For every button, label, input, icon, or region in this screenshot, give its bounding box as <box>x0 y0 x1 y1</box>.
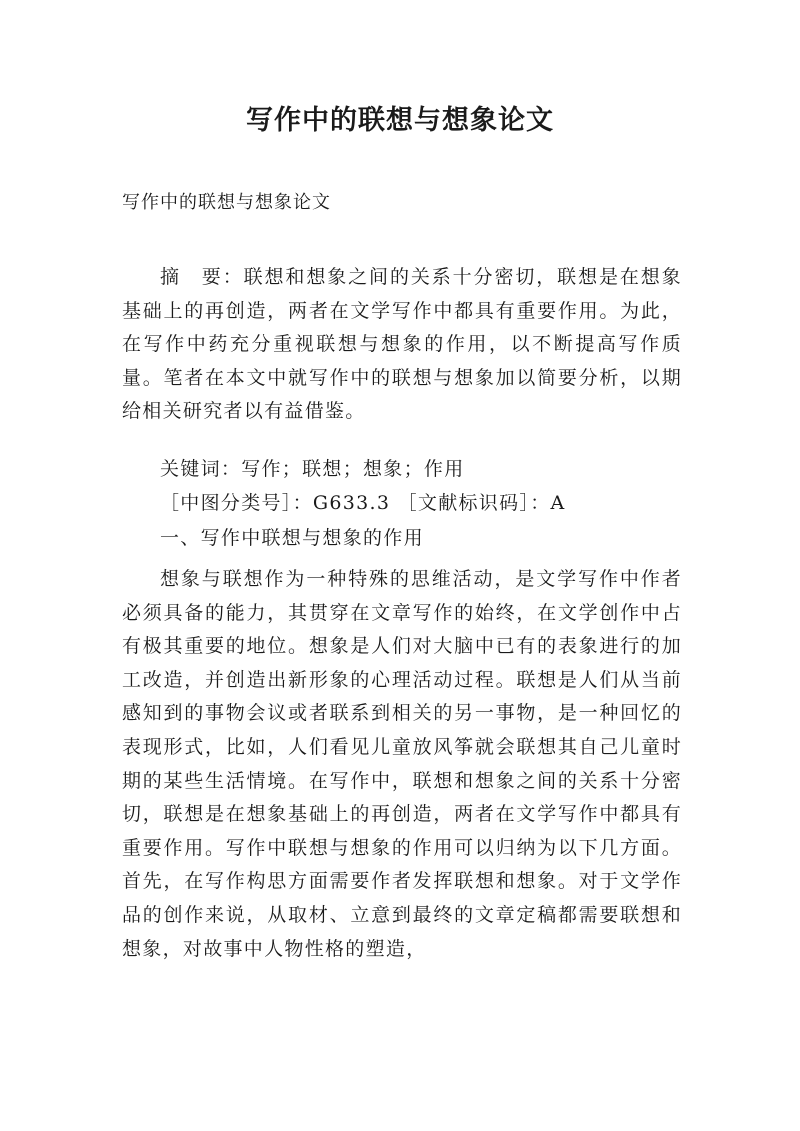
section-paragraph: 想象与联想作为一种特殊的思维活动，是文学写作中作者必须具备的能力，其贯穿在文章写作的始终，在文学创作中占有极其重要的地位。想象是人们对大脑中已有的表象进行的加工改造，并创造出新形象的心理活动过程。联想是人们从当前感知到的事物会议或者联系到相关的另一事物，是一种回忆的表现形式，比如，人们看见儿童放风筝就会联想其自己儿童时期的某些生活情境。在写作中，联想和想象之间的关系十分密切，联想是在想象基础上的再创造，两者在文学写作中都具有重要作用。写作中联想与想象的作用可以归纳为以下几方面。首先，在写作构思方面需要作者发挥联想和想象。对于文学作品的创作来说，从取材、立意到最终的文章定稿都需要联想和想象，对故事中人物性格的塑造， <box>122 568 682 960</box>
document-subtitle: 写作中的联想与想象论文 <box>122 192 331 213</box>
abstract-paragraph: 摘 要：联想和想象之间的关系十分密切，联想是在想象基础上的再创造，两者在文学写作中都具有重要作用。为此，在写作中药充分重视联想与想象的作用，以不断提高写作质量。笔者在本文中就写作中的联想与想象加以简要分析，以期给相关研究者以有益借鉴。 <box>122 266 682 423</box>
section-heading: 一、写作中联想与想象的作用 <box>160 527 424 549</box>
document-title: 写作中的联想与想象论文 <box>246 105 554 136</box>
classification-line: ［中图分类号］：G633.3 ［文献标识码］：A <box>160 492 566 514</box>
keywords-line: 关键词：写作；联想；想象；作用 <box>160 458 465 480</box>
